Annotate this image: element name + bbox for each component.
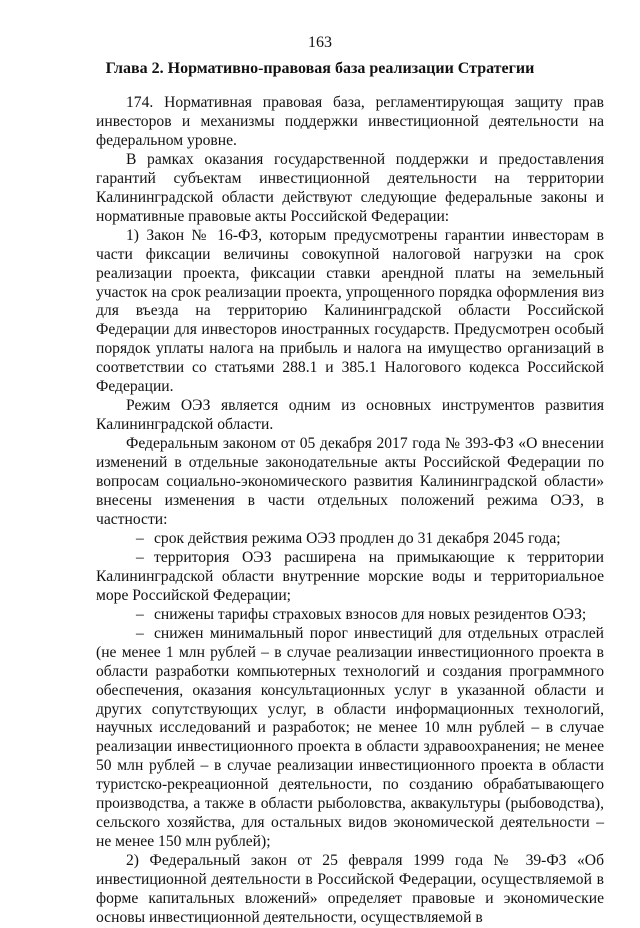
list-item-text: территория ОЭЗ расширена на примыкающие к территории Калининградской области внутренние морские воды и территориальное море Российской Федерации;: [96, 548, 604, 604]
paragraph-law-39-fz: 2) Федеральный закон от 25 февраля 1999 года № 39-ФЗ «Об инвестиционной деятельности в Российской Федерации, осуществляемой в форме капитальных вложений» определяет правовые и экономические основы инвестиционной деятельности, осуществляемой в: [96, 852, 604, 926]
list-item-oez-term: [96, 530, 604, 549]
paragraph-state-support: В рамках оказания государственной поддержки и предоставления гарантий субъектам инвестиционной деятельности на территории Калининградской области действуют следующие федеральные законы и нормативные правовые акты Российской Федерации:: [96, 150, 604, 225]
list-item-text: снижен минимальный порог инвестиций для отдельных отраслей (не менее 1 млн рублей – в случае реализации инвестиционного проекта в области разработки компьютерных технологий и создания программного обеспечения, оказания консультационных услуг в указанной области и других сопутствующих услуг, в области информационных технологий, научных исследований и разработок; не менее 10 млн рублей – в случае реализации инвестиционного проекта в области здравоохранения; не менее 50 млн рублей – в случае реализации инвестиционного проекта в области туристско-рекреационной деятельности, по созданию обрабатывающего производства, а также в области рыболовства, аквакультуры (рыбоводства), сельского хозяйства, для остальных видов экономической деятельности – не менее 150 млн рублей);: [96, 624, 604, 851]
list-item-investment-threshold: [96, 625, 604, 852]
paragraph-law-393-fz: Федеральным законом от 05 декабря 2017 года № 393-ФЗ «О внесении изменений в отдельные законодательные акты Российской Федерации по вопросам социально-экономического развития Калининградской области» внесены изменения в части отдельных положений режима ОЭЗ, в частности:: [96, 435, 604, 528]
list-item-text: снижены тарифы страховых взносов для новых резидентов ОЭЗ;: [154, 605, 587, 623]
list-dash: –: [136, 605, 144, 623]
body-text: [96, 94, 604, 928]
list-item-oez-territory: [96, 549, 604, 606]
list-item-insurance-rates: [96, 606, 604, 625]
paragraph-law-16-fz: 1) Закон № 16-ФЗ, которым предусмотрены гарантии инвесторам в части фиксации величины совокупной налоговой нагрузки на срок реализации проекта, фиксации ставки арендной платы на земельный участок на срок реализации проекта, упрощенного порядка оформления виз для въезда на территорию Калининградской области Российской Федерации для инвесторов иностранных государств. Предусмотрен особый порядок уплаты налога на прибыль и налога на имущество организаций в соответствии со статьями 288.1 и 385.1 Налогового кодекса Российской Федерации.: [96, 226, 604, 396]
paragraph-174: 174. Нормативная правовая база, регламентирующая защиту прав инвесторов и механизмы поддержки инвестиционной деятельности на федеральном уровне.: [96, 94, 604, 149]
page-number: 163: [308, 34, 332, 51]
paragraph-oez-regime: Режим ОЭЗ является одним из основных инструментов развития Калининградской области.: [96, 397, 604, 434]
list-dash: –: [136, 624, 144, 642]
chapter-title: Глава 2. Нормативно-правовая база реализации Стратегии: [105, 60, 535, 77]
list-item-text: срок действия режима ОЭЗ продлен до 31 декабря 2045 года;: [154, 529, 561, 547]
list-dash: –: [136, 529, 144, 547]
list-dash: –: [136, 548, 144, 566]
